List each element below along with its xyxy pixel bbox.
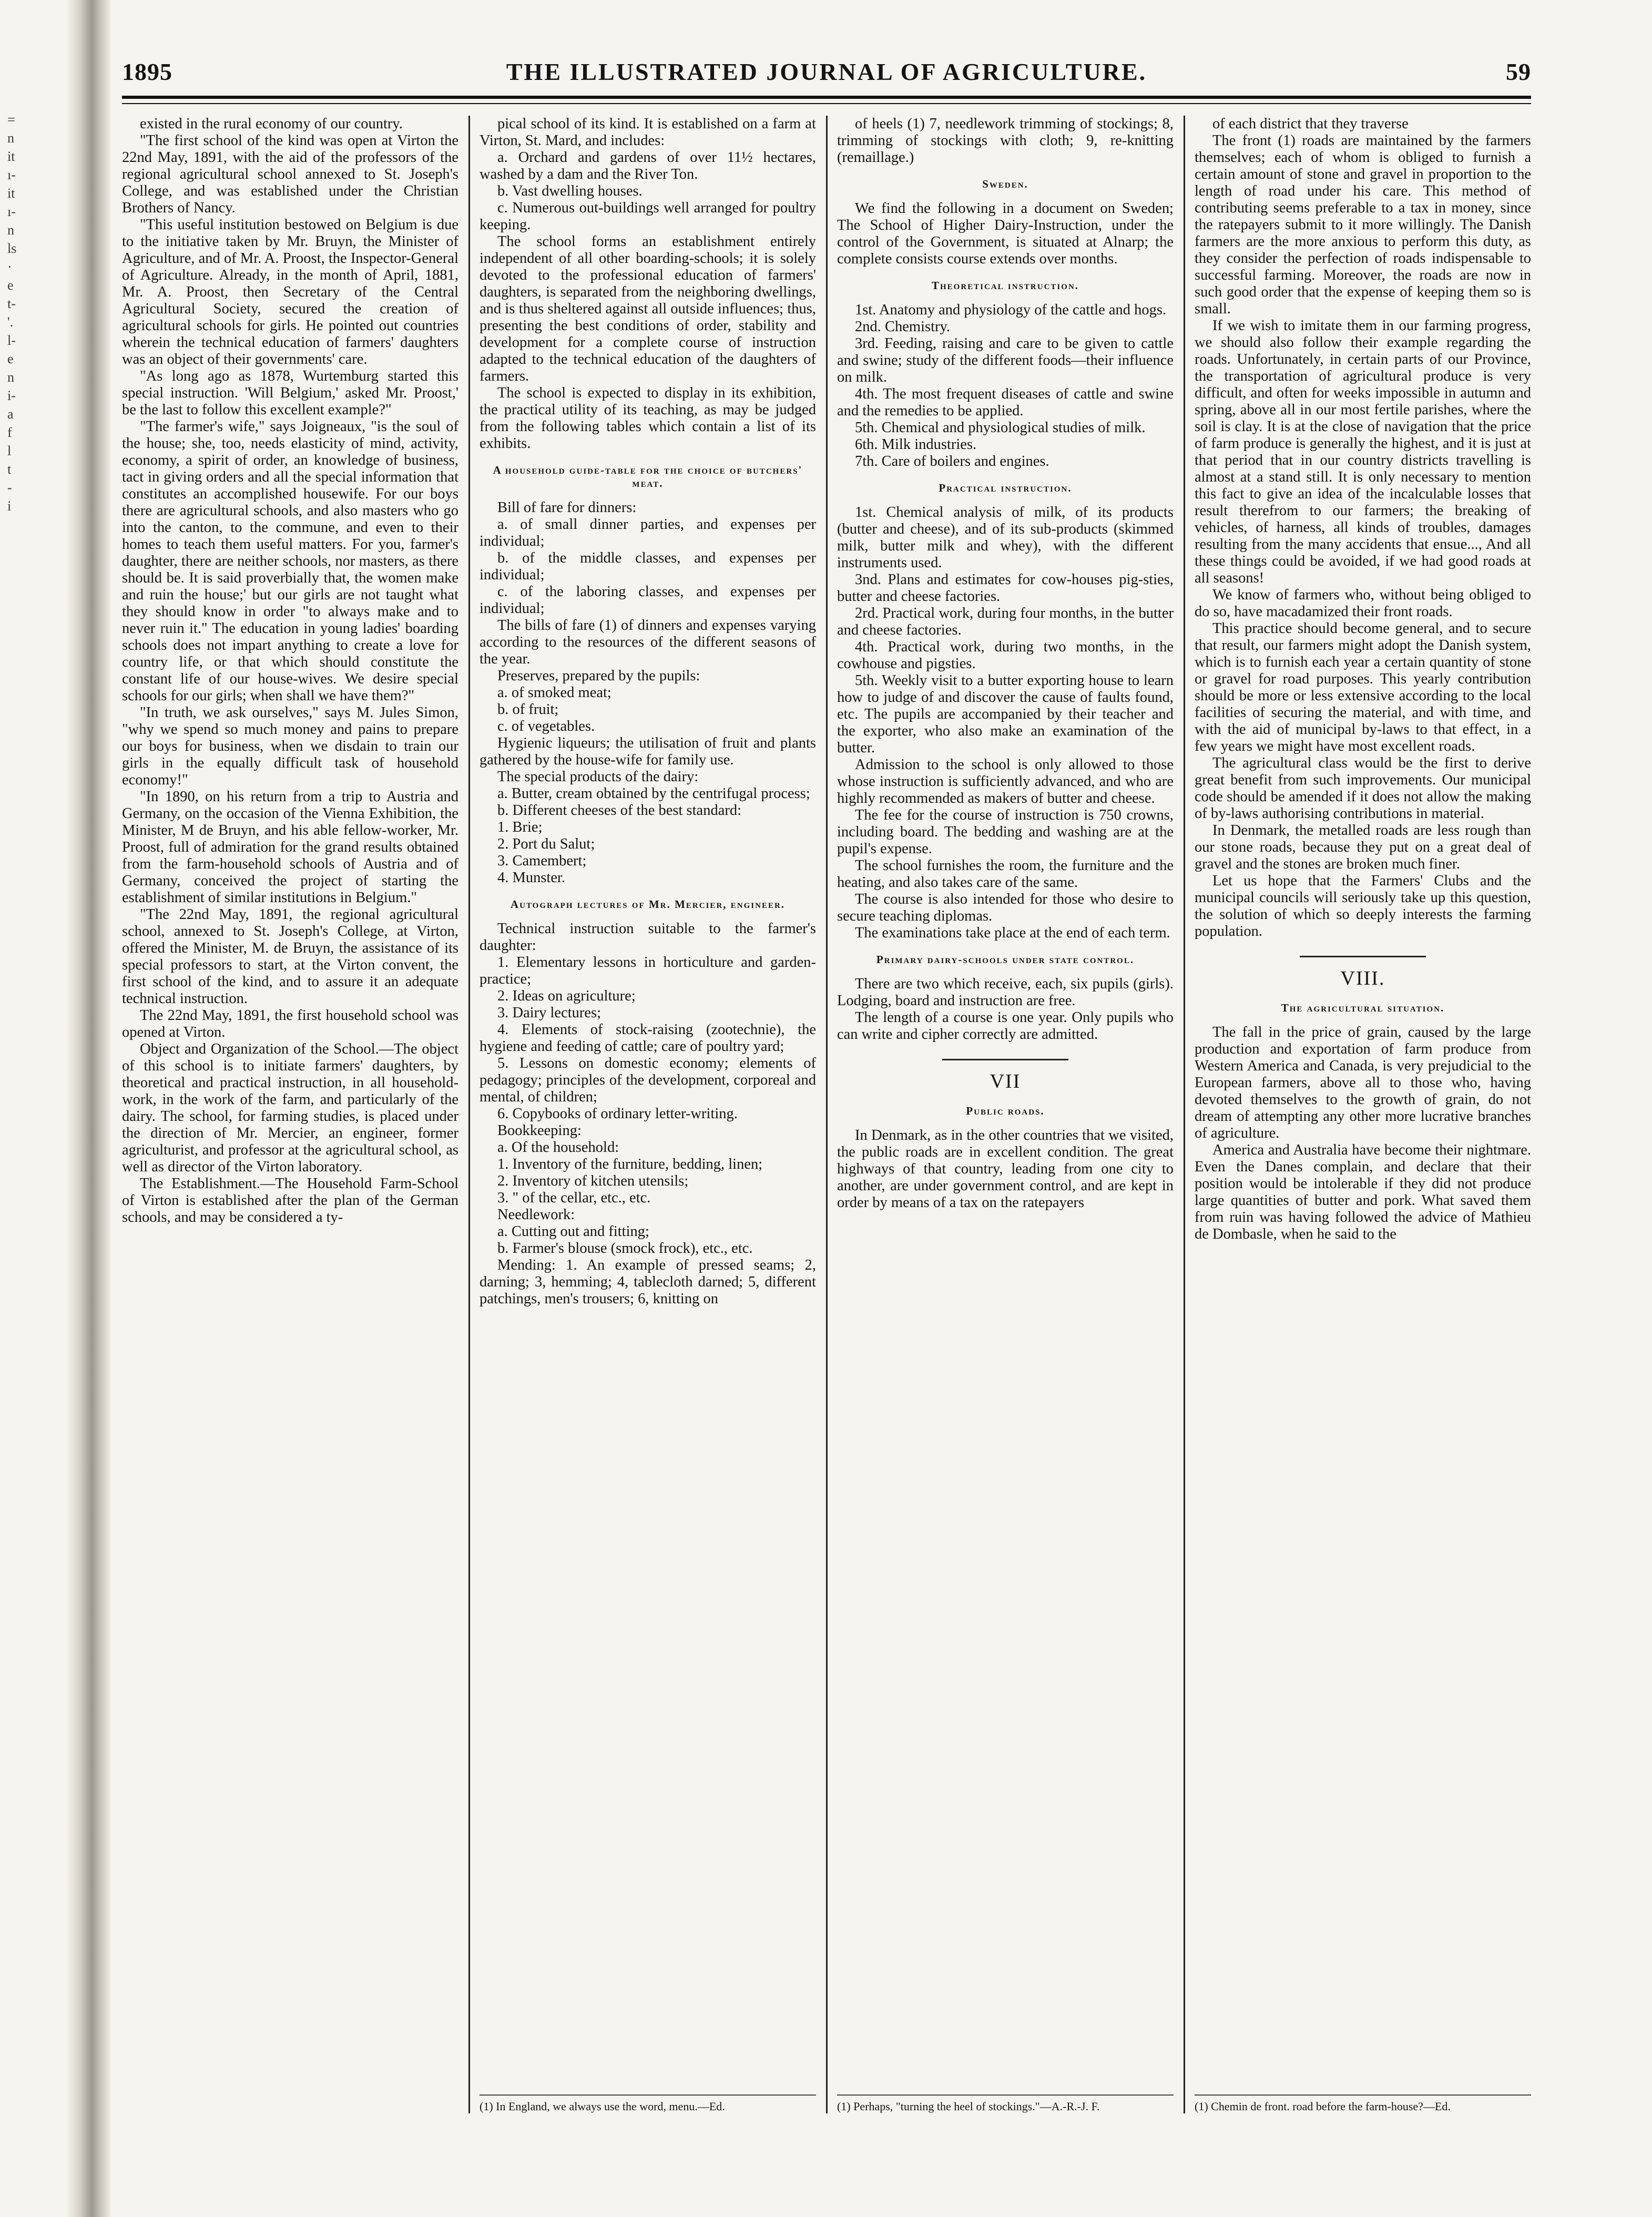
paragraph: b. Farmer's blouse (smock frock), etc., etc. xyxy=(497,1240,753,1256)
binding-gutter xyxy=(0,0,110,2217)
paragraph: c. of vegetables. xyxy=(497,718,595,734)
paragraph: c. of the laboring classes, and expenses per individual; xyxy=(480,584,816,617)
paragraph: The school forms an establishment entirely independent of all other boarding-schools; it is solely devoted to the professional education of farmers' daughters, is separated from the neighboring dwellings, and is thus sheltered against all outside influences; thus, presenting the best conditions of order, stability and development for a complete course of instruction adapted to the technical education of the daughters of farmers. xyxy=(480,233,816,384)
paragraph: America and Australia have become their nightmare. Even the Danes complain, and declare that their position would be intolerable if they did not produce large quantities of butter and pork. What saved them from ruin was having followed the advice of Mathieu de Dombasle, when he said to the xyxy=(1195,1142,1531,1242)
margin-fragment: it xyxy=(7,149,15,164)
paragraph: The 22nd May, 1891, the first household school was opened at Virton. xyxy=(122,1007,458,1040)
paragraph: Admission to the school is only allowed to those whose instruction is sufficiently advanced, and who are highly recommended as makers of butter and cheese. xyxy=(837,757,1174,806)
paragraph: existed in the rural economy of our country. xyxy=(140,116,403,132)
paragraph: 2. Port du Salut; xyxy=(497,836,595,852)
chapter-heading-vii: VII xyxy=(990,1070,1021,1092)
journal-title: THE ILLUSTRATED JOURNAL OF AGRICULTURE. xyxy=(506,58,1147,85)
paragraph: c. Numerous out-buildings well arranged for poultry keeping. xyxy=(480,200,816,233)
paragraph: 3. Camembert; xyxy=(497,853,587,869)
margin-fragment: = xyxy=(7,112,15,127)
paragraph: 3. Dairy lectures; xyxy=(497,1005,601,1021)
column-separator xyxy=(826,116,828,2113)
paragraph: "The farmer's wife," says Joigneaux, "is the soul of the house; she, too, needs elasticity of mind, activity, economy, a spirit of order, an knowledge of business, tact in giving orders and all the special information that constitutes an accomplished housewife. For our boys there are agricultural schools, and also masters who go into the canton, to the commune, and even to their homes to teach them useful matters. For you, farmer's daughter, there are neither schools, nor masters, as there should be. It is said proverbially that, the women make and ruin the house;' but our girls are not taught what they should know in order "to always make and to never ruin it." The education in young ladies' boarding schools does not impart anything to create a love for country life, or that which should constitute the constant life of our house-wives. We desire special schools for our girls; when shall we have them?" xyxy=(122,418,458,704)
paragraph: "The 22nd May, 1891, the regional agricultural school, annexed to St. Joseph's College, at Virton, offered the Minister, M. de Bruyn, the assistance of its special professors to start, at the Virton convent, the first school of the kind, and to assure it an adequate technical instruction. xyxy=(122,906,458,1007)
column-2-body xyxy=(480,116,816,1307)
header-rule-thick xyxy=(122,96,1531,99)
heading-primary-dairy-schools: Primary dairy-schools under state control. xyxy=(876,953,1135,966)
column-separator xyxy=(468,116,470,2113)
paragraph: The agricultural class would be the first to derive great benefit from such improvements. Our municipal code should be amended if it does not allow the making of by-laws authorising contributions in material. xyxy=(1195,755,1531,822)
heading-practical-instruction: Practical instruction. xyxy=(939,482,1072,494)
paragraph: a. Orchard and gardens of over 11½ hectares, washed by a dam and the River Ton. xyxy=(480,149,816,182)
header-rule-thin xyxy=(122,103,1531,104)
paragraph: Object and Organization of the School.—The object of this school is to initiate farmers' daughters, by theoretical and practical instruction, in all household-work, in the work of the farm, and particularly of the dairy. The school, for farming studies, is placed under the direction of Mr. Mercier, an engineer, former agriculturist, and professor at the agricultural school, as well as director of the Virton laboratory. xyxy=(122,1041,458,1175)
column-3 xyxy=(837,116,1174,2113)
column-1 xyxy=(122,116,458,2113)
page-header xyxy=(122,58,1531,89)
margin-fragment: l xyxy=(7,443,12,458)
heading-autograph-lectures: Autograph lectures of Mr. Mercier, engineer. xyxy=(510,898,786,911)
margin-fragment: ı- xyxy=(7,204,16,219)
paragraph: a. of small dinner parties, and expenses per individual; xyxy=(480,516,816,549)
margin-fragment: ls xyxy=(7,241,17,256)
heading-agricultural-situation: The agricultural situation. xyxy=(1281,1002,1445,1014)
paragraph: 2. Ideas on agriculture; xyxy=(497,988,636,1004)
paragraph: Preserves, prepared by the pupils: xyxy=(497,668,700,684)
article-columns xyxy=(122,116,1531,2113)
margin-fragment: e xyxy=(7,278,14,293)
paragraph: a. Cutting out and fitting; xyxy=(497,1223,649,1240)
margin-fragment: it xyxy=(7,186,15,201)
margin-fragment: n xyxy=(7,130,14,146)
paragraph: "This useful institution bestowed on Belgium is due to the initiative taken by Mr. Bruyn, the Minister of Agriculture, and of Mr. A. Proost, the Inspector-General of Agriculture. Already, in the month of April, 1881, Mr. A. Proost, then Secretary of the Central Agricultural Society, secured the creation of agricultural schools for girls. He pointed out countries wherein the technical education of farmers' daughters was an object of their governments' care. xyxy=(122,217,458,367)
paragraph: The examinations take place at the end of each term. xyxy=(855,925,1170,941)
paragraph: "As long ago as 1878, Wurtemburg started this special instruction. 'Will Belgium,' asked Mr. Proost,' be the last to follow this excellent example?" xyxy=(122,368,458,418)
paragraph: There are two which receive, each, six pupils (girls). Lodging, board and instruction are free. xyxy=(837,976,1174,1009)
column-separator xyxy=(1184,116,1185,2113)
paragraph: 3rd. Feeding, raising and care to be given to cattle and swine; study of the different foods—their influence on milk. xyxy=(837,335,1174,385)
margin-fragment: n xyxy=(7,222,14,238)
paragraph: The fee for the course of instruction is 750 crowns, including board. The bedding and washing are at the pupil's expense. xyxy=(837,807,1174,857)
heading-household-guide: A household guide-table for the choice of butchers' meat. xyxy=(493,464,803,489)
paragraph: The school is expected to display in its exhibition, the practical utility of its teaching, as may be judged from the following tables which contain a list of its exhibits. xyxy=(480,385,816,452)
paragraph: Mending: 1. An example of pressed seams; 2, darning; 3, hemming; 4, tablecloth darned; 5, different patchings, men's trousers; 6, knitting on xyxy=(480,1257,816,1307)
paragraph: Hygienic liqueurs; the utilisation of fruit and plants gathered by the house-wife for family use. xyxy=(480,735,816,768)
paragraph: 4. Elements of stock-raising (zootechnie), the hygiene and feeding of cattle; care of poultry yard; xyxy=(480,1021,816,1055)
column-1-body xyxy=(122,116,458,1226)
paragraph: In Denmark, the metalled roads are less rough than our stone roads, because they put on a great deal of gravel and the stones are broken much finer. xyxy=(1195,822,1531,872)
margin-fragment: t- xyxy=(7,296,16,311)
paragraph: b. of fruit; xyxy=(497,701,559,718)
margin-fragment: n xyxy=(7,370,14,385)
heading-theoretical-instruction: Theoretical instruction. xyxy=(931,279,1079,292)
paragraph: The Establishment.—The Household Farm-School of Virton is established after the plan of the German schools, and may be considered a ty- xyxy=(122,1176,458,1225)
margin-fragment: t xyxy=(7,462,12,477)
paragraph: 5th. Weekly visit to a butter exporting house to learn how to judge of and discover the cause of faults found, etc. The pupils are accompanied by their teacher and the exporter, who also make an examination of the butter. xyxy=(837,672,1174,756)
page-number: 59 xyxy=(1506,58,1531,85)
paragraph: b. of the middle classes, and expenses per individual; xyxy=(480,550,816,583)
paragraph: b. Vast dwelling houses. xyxy=(497,183,643,199)
paragraph: b. Different cheeses of the best standard: xyxy=(497,802,742,819)
paragraph: of heels (1) 7, needlework trimming of stockings; 8, trimming of stockings with cloth; 9, re-knitting (remaillage.) xyxy=(837,116,1174,166)
margin-fragment: - xyxy=(7,480,12,495)
paragraph: 1. Elementary lessons in horticulture and garden-practice; xyxy=(480,954,816,987)
margin-fragment: ı- xyxy=(7,167,16,182)
footnote: (1) Perhaps, "turning the heel of stockings."—A.-R.-J. F. xyxy=(837,2095,1174,2113)
paragraph: The fall in the price of grain, caused by the large production and exportation of farm produce from Western America and Canada, is very prejudicial to the European farmers, above all to those who, having devoted themselves to the growth of grain, do not dream of attempting any other more lucrative branches of agriculture. xyxy=(1195,1024,1531,1141)
paragraph: 1st. Anatomy and physiology of the cattle and hogs. xyxy=(855,302,1167,318)
paragraph: 7th. Care of boilers and engines. xyxy=(855,453,1049,469)
chapter-heading-viii: VIII. xyxy=(1340,967,1385,989)
column-4-body xyxy=(1195,116,1531,1243)
paragraph: The course is also intended for those who desire to secure teaching diplomas. xyxy=(837,891,1174,924)
column-2 xyxy=(480,116,816,2113)
paragraph: Needlework: xyxy=(497,1207,575,1223)
paragraph: The special products of the dairy: xyxy=(497,769,699,785)
paragraph: Technical instruction suitable to the farmer's daughter: xyxy=(480,921,816,954)
paragraph: Bill of fare for dinners: xyxy=(497,499,637,516)
paragraph: The bills of fare (1) of dinners and expenses varying according to the resources of the different seasons of the year. xyxy=(480,617,816,667)
paragraph: 3nd. Plans and estimates for cow-houses pig-sties, butter and cheese factories. xyxy=(837,571,1174,605)
paragraph: We know of farmers who, without being obliged to do so, have macadamized their front roads. xyxy=(1195,587,1531,620)
paragraph: 6th. Milk industries. xyxy=(855,436,977,453)
paragraph: 5th. Chemical and physiological studies of milk. xyxy=(855,420,1146,436)
paragraph: The length of a course is one year. Only pupils who can write and cipher correctly are admitted. xyxy=(837,1009,1174,1043)
paragraph: 1. Brie; xyxy=(497,819,543,835)
section-divider xyxy=(1300,956,1426,957)
margin-fragment: l- xyxy=(7,333,16,348)
paragraph: 1. Inventory of the furniture, bedding, linen; xyxy=(497,1156,763,1172)
paragraph: "The first school of the kind was open at Virton the 22nd May, 1891, with the aid of the professors of the regional agricultural school annexed to St. Joseph's College, and was established under the Christian Brothers of Nancy. xyxy=(122,132,458,216)
heading-sweden: Sweden. xyxy=(982,178,1028,190)
margin-fragment: i xyxy=(7,498,12,514)
paragraph: 2nd. Chemistry. xyxy=(855,319,951,335)
paragraph: 3. " of the cellar, etc., etc. xyxy=(497,1190,651,1206)
heading-public-roads: Public roads. xyxy=(966,1105,1045,1117)
margin-fragment: i- xyxy=(7,388,16,403)
paragraph: 5. Lessons on domestic economy; elements of pedagogy; principles of the development, corporeal and mental, of children; xyxy=(480,1055,816,1105)
paragraph: a. Of the household: xyxy=(497,1139,619,1156)
paragraph: 2rd. Practical work, during four months, in the butter and cheese factories. xyxy=(837,605,1174,638)
paragraph: Let us hope that the Farmers' Clubs and the municipal councils will seriously take up this question, the solution of which so deeply interests the farming population. xyxy=(1195,873,1531,939)
paragraph: Bookkeeping: xyxy=(497,1122,582,1139)
paragraph: In Denmark, as in the other countries that we visited, the public roads are in excellent condition. The great highways of that country, leading from one city to another, are under government control, and are kept in order by means of a tax on the ratepayers xyxy=(837,1127,1174,1211)
margin-fragment: · xyxy=(7,259,12,274)
paragraph: 4th. Practical work, during two months, in the cowhouse and pigsties. xyxy=(837,639,1174,672)
footnote: (1) Chemin de front. road before the farm-house?—Ed. xyxy=(1195,2095,1531,2113)
margin-fragment: '. xyxy=(7,314,14,330)
paragraph: We find the following in a document on Sweden; The School of Higher Dairy-Instruction, under the control of the Government, is situated at Alnarp; the complete consists course extends over months. xyxy=(837,200,1174,267)
margin-fragment: a xyxy=(7,406,14,422)
paragraph: of each district that they traverse xyxy=(1212,116,1409,132)
footnote: (1) In England, we always use the word, menu.—Ed. xyxy=(480,2095,816,2113)
paragraph: 4. Munster. xyxy=(497,870,566,886)
paragraph: If we wish to imitate them in our farming progress, we should also follow their example regarding the roads. Unfortunately, in certain parts of our Province, the transportation of agricultural produce is very difficult, and often for weeks impossible in autumn and spring, above all in our most fertile parishes, where the soil is clay. It is at the close of navigation that the price of farm produce is generally the highest, and it is just at that period that in our country districts travelling is almost at a stand still. It is only necessary to mention this fact to give an idea of the incalculable losses that result therefrom to our farmers; the breaking of vehicles, of harness, all kinds of troubles, damages resulting from the many accidents that ensue..., And all these things could be avoided, if we had good roads at all seasons! xyxy=(1195,318,1531,586)
paragraph: a. of smoked meat; xyxy=(497,684,611,701)
paragraph: 2. Inventory of kitchen utensils; xyxy=(497,1173,689,1189)
paragraph: 1st. Chemical analysis of milk, of its products (butter and cheese), and of its sub-products (skimmed milk, butter milk and whey), with the different instruments used. xyxy=(837,504,1174,571)
paragraph: 4th. The most frequent diseases of cattle and swine and the remedies to be applied. xyxy=(837,386,1174,419)
column-3-body xyxy=(837,116,1174,1211)
paragraph: a. Butter, cream obtained by the centrifugal process; xyxy=(497,785,810,802)
column-4 xyxy=(1195,116,1531,2113)
margin-fragment: e xyxy=(7,351,14,366)
section-divider xyxy=(942,1059,1068,1060)
margin-fragment: f xyxy=(7,425,12,440)
paragraph: The front (1) roads are maintained by the farmers themselves; each of whom is obliged to furnish a certain amount of stone and gravel in proportion to the length of road under his care. This method of contributing seems preferable to a tax in money, since the ratepayers submit to it more willingly. The Danish farmers are the more anxious to perform this duty, as they consider the perfection of roads indispensable to successful farming. Moreover, the roads are now in such good order that the expense of keeping them so is small. xyxy=(1195,132,1531,317)
paragraph: "In 1890, on his return from a trip to Austria and Germany, on the occasion of the Vienna Exhibition, the Minister, M de Bruyn, and his able fellow-worker, Mr. Proost, full of admiration for the grand results obtained from the farm-household schools of Austria and of Germany, conceived the project of starting the establishment of similar institutions in Belgium." xyxy=(122,789,458,906)
paragraph: pical school of its kind. It is established on a farm at Virton, St. Mard, and includes: xyxy=(480,116,816,149)
paragraph: This practice should become general, and to secure that result, our farmers might adopt the Danish system, which is to furnish each year a certain quantity of stone or gravel for road purposes. This yearly contribution should be more or less extensive according to the local facilities of securing the material, and with time, and with the aid of municipal by-laws to that effect, in a few years we might have most excellent roads. xyxy=(1195,620,1531,754)
paragraph: The school furnishes the room, the furniture and the heating, and also takes care of the same. xyxy=(837,857,1174,891)
paragraph: "In truth, we ask ourselves," says M. Jules Simon, "why we spend so much money and pains to prepare our boys for business, when we disdain to train our girls in the equally difficult task of household economy!" xyxy=(122,704,458,788)
paragraph: 6. Copybooks of ordinary letter-writing. xyxy=(497,1106,738,1122)
header-year: 1895 xyxy=(122,58,172,85)
